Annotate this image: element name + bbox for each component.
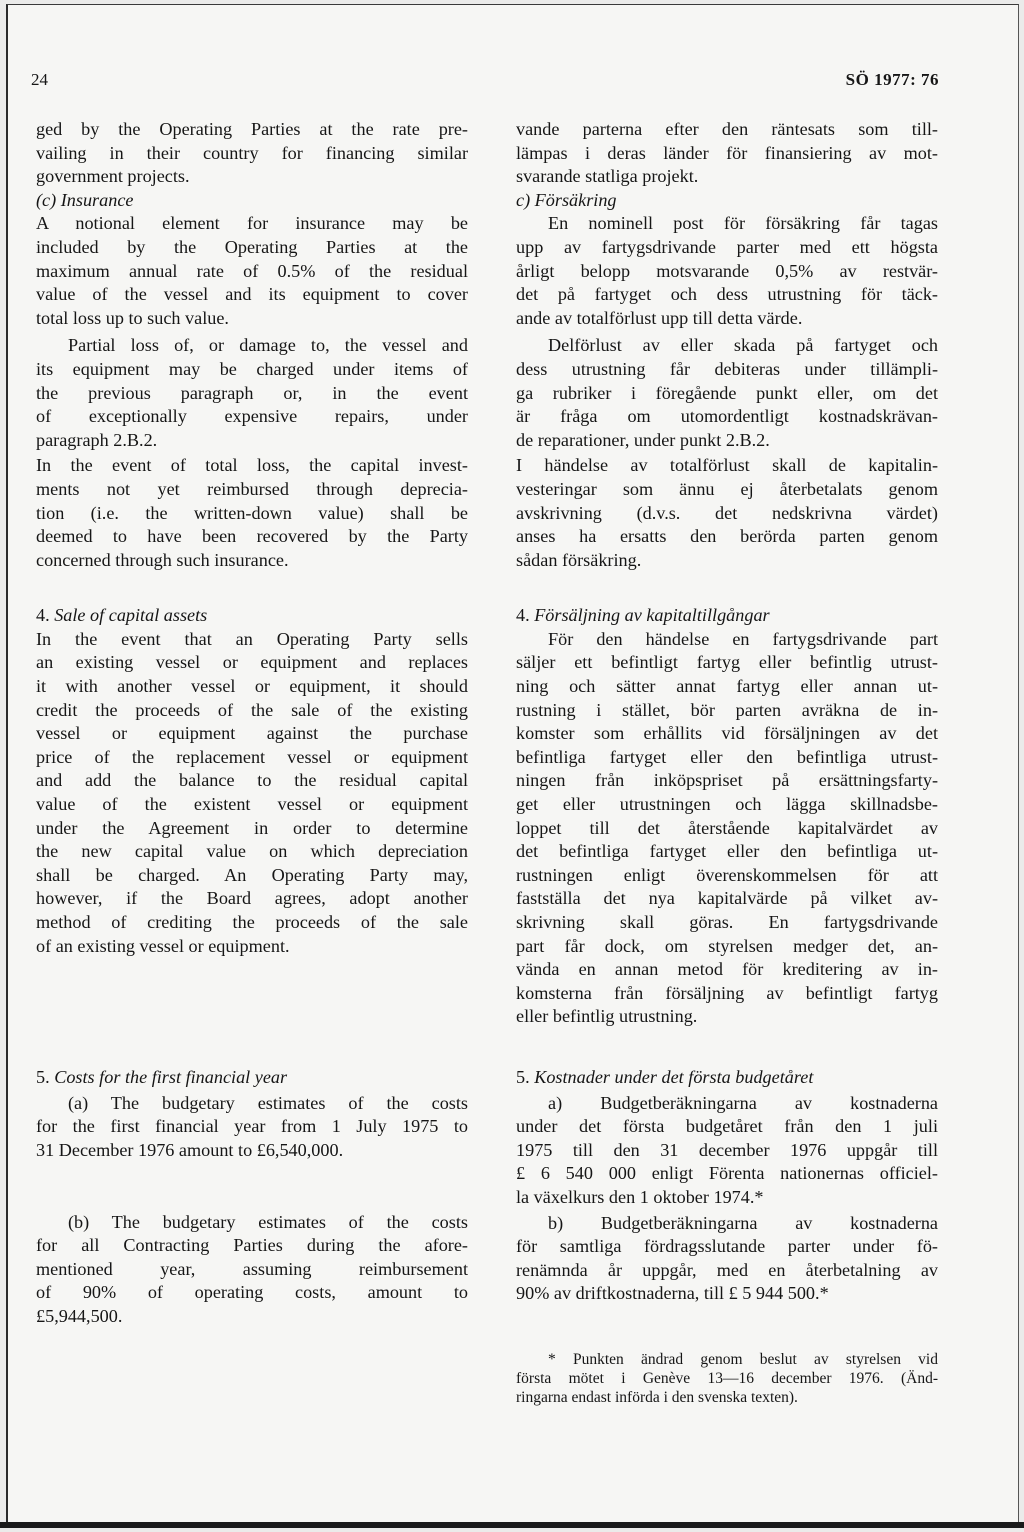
section-title: Kostnader under det första budgetåret xyxy=(534,1066,814,1087)
text-line: vända en annan metod för kreditering av in- xyxy=(516,959,938,980)
sale-paragraph xyxy=(36,628,468,958)
text-line: En nominell post för försäkring får tagas xyxy=(548,213,938,234)
text-line: deemed to have been recovered by the Party xyxy=(36,526,468,547)
text-line: första mötet i Genève 13—16 december 1976. (Änd- xyxy=(516,1369,938,1387)
text-line: concerned through such insurance. xyxy=(36,549,289,570)
text-line: (b) The budgetary estimates of the costs xyxy=(68,1211,468,1232)
text-line: for all Contracting Parties during the afore- xyxy=(36,1235,468,1256)
text-line: 90% av driftkostnaderna, till £ 5 944 500.* xyxy=(516,1283,829,1304)
text-line: under det första budgetåret från den 1 juli xyxy=(516,1116,938,1137)
text-line: government projects. xyxy=(36,166,190,187)
insurance-paragraph-3 xyxy=(36,454,468,572)
text-line: mentioned year, assuming reimbursement xyxy=(36,1258,468,1279)
costs-paragraph-b xyxy=(36,1211,468,1329)
text-line: of exceptionally expensive repairs, under xyxy=(36,406,468,427)
text-line: ringarna endast införda i den svenska texten). xyxy=(516,1388,798,1406)
text-line: skrivning skall göras. En fartygsdrivande xyxy=(516,912,938,932)
text-line: an existing vessel or equipment and replaces xyxy=(36,652,468,673)
text-line: get eller utrustningen och lägga skillnadsbe- xyxy=(516,794,938,815)
section-number: 5. xyxy=(36,1067,50,1088)
text-line: the previous paragraph or, in the event xyxy=(36,382,468,403)
text-line: ning och sätter annat fartyg eller annan ut- xyxy=(516,676,938,697)
text-line: upp av fartygsdrivande parter med ett högsta xyxy=(516,236,938,257)
insurance-heading: (c) Insurance xyxy=(36,189,134,210)
section-number: 4. xyxy=(36,605,50,626)
section-4-heading xyxy=(36,604,468,628)
bottom-rule xyxy=(0,1522,1024,1528)
text-line: säljer ett befintligt fartyg eller befintlig utrust- xyxy=(516,652,938,673)
text-line: method of crediting the proceeds of the sale xyxy=(36,912,468,932)
text-line: total loss up to such value. xyxy=(36,307,229,328)
section-title: Försäljning av kapitaltillgångar xyxy=(534,605,770,626)
section-4-heading xyxy=(516,604,938,628)
page-number: 24 xyxy=(31,70,48,89)
text-line: a) Budgetberäkningarna av kostnaderna xyxy=(548,1092,938,1113)
text-line: for the first financial year from 1 July 1975 to xyxy=(36,1116,468,1137)
text-line: svarande statliga projekt. xyxy=(516,166,699,187)
insurance-paragraph-1 xyxy=(36,212,468,330)
text-line: komsterna från försäljning av befintligt fartyg xyxy=(516,982,938,1003)
text-line: however, if the Board agrees, adopt another xyxy=(36,888,468,909)
insurance-heading-text: c) Försäkring xyxy=(516,189,617,210)
text-line: of an existing vessel or equipment. xyxy=(36,935,290,956)
text-line: Delförlust av eller skada på fartyget och xyxy=(548,335,938,356)
text-line: renämnda år uppgår, med en återbetalning av xyxy=(516,1259,938,1280)
text-line: ments not yet reimbursed through deprecia- xyxy=(36,478,468,499)
insurance-heading xyxy=(516,189,938,213)
text-line: är fråga om utomordentligt kostnadskrävan- xyxy=(516,406,938,427)
text-line: vesteringar som ännu ej återbetalats genom xyxy=(516,478,938,499)
text-line: de reparationer, under punkt 2.B.2. xyxy=(516,429,770,450)
section-number: 4. xyxy=(516,605,530,626)
text-line: Partial loss of, or damage to, the vessel and xyxy=(68,335,468,356)
text-line: and add the balance to the residual capital xyxy=(36,770,468,791)
costs-paragraph-b xyxy=(516,1212,938,1306)
text-line: la växelkurs den 1 oktober 1974.* xyxy=(516,1186,764,1207)
text-line: A notional element for insurance may be xyxy=(36,213,468,234)
sale-paragraph xyxy=(516,628,938,1029)
text-line: In the event of total loss, the capital invest- xyxy=(36,455,468,476)
text-line: of 90% of operating costs, amount to xyxy=(36,1282,468,1303)
text-line: b) Budgetberäkningarna av kostnaderna xyxy=(548,1212,938,1233)
text-line: vailing in their country for financing similar xyxy=(36,142,468,163)
text-line: 1975 till den 31 december 1976 uppgår till xyxy=(516,1139,938,1160)
text-line: 31 December 1976 amount to £6,540,000. xyxy=(36,1139,344,1160)
text-line: ga rubriker i föregående punkt eller, om det xyxy=(516,382,938,403)
text-line: vessel or equipment against the purchase xyxy=(36,723,468,744)
intro-paragraph xyxy=(516,118,938,189)
text-line: value of the vessel and its equipment to cover xyxy=(36,284,468,305)
english-column xyxy=(36,118,468,1329)
intro-paragraph xyxy=(36,118,468,189)
text-line: rustningen enligt överenskommelsen för att xyxy=(516,864,938,885)
text-line: komster som erhållits vid försäljningen av det xyxy=(516,723,938,744)
costs-paragraph-a xyxy=(516,1092,938,1210)
costs-paragraph-a xyxy=(36,1092,468,1163)
text-line: årligt belopp motsvarande 0,5% av restvär- xyxy=(516,260,938,281)
text-line: det befintliga fartyget eller den befintliga ut- xyxy=(516,841,938,862)
footnote xyxy=(516,1350,938,1407)
text-line: under the Agreement in order to determine xyxy=(36,817,468,838)
text-line: £ 6 540 000 enligt Förenta nationernas officiel- xyxy=(516,1163,938,1184)
insurance-paragraph-1 xyxy=(516,212,938,330)
text-line: sådan försäkring. xyxy=(516,549,642,570)
text-line: (a) The budgetary estimates of the costs xyxy=(68,1092,468,1113)
swedish-column xyxy=(516,118,938,1407)
text-line: the new capital value on which depreciation xyxy=(36,841,468,862)
text-line: paragraph 2.B.2. xyxy=(36,429,158,450)
section-title: Costs for the first financial year xyxy=(54,1067,288,1088)
text-line: tion (i.e. the written-down value) shall be xyxy=(36,502,468,523)
text-line: avskrivning (d.v.s. det nedskrivna värdet) xyxy=(516,502,938,523)
text-line: included by the Operating Parties at the xyxy=(36,236,468,257)
insurance-paragraph-2 xyxy=(36,334,468,452)
section-5-heading xyxy=(36,1066,468,1090)
text-line: its equipment may be charged under items of xyxy=(36,358,468,379)
text-line: ningen från inköpspriset på ersättningsfarty- xyxy=(516,770,938,791)
section-title: Sale of capital assets xyxy=(54,605,208,626)
text-line: * Punkten ändrad genom beslut av styrelsen vid xyxy=(548,1350,938,1368)
text-line: ande av totalförlust upp till detta värde. xyxy=(516,307,803,328)
text-line: loppet till det återstående kapitalvärdet av xyxy=(516,817,938,838)
document-reference: SÖ 1977: 76 xyxy=(845,70,939,89)
text-line: credit the proceeds of the sale of the existing xyxy=(36,699,468,720)
text-line: dess utrustning får debiteras under tillämpli- xyxy=(516,358,938,379)
text-line: För den händelse en fartygsdrivande part xyxy=(548,628,938,649)
text-line: part får dock, om styrelsen medger det, an- xyxy=(516,935,938,956)
text-line: ged by the Operating Parties at the rate pre- xyxy=(36,119,468,139)
section-5-heading xyxy=(516,1066,938,1090)
text-line: shall be charged. An Operating Party may, xyxy=(36,864,468,885)
text-line: rustning i stället, bör parten avräkna de in- xyxy=(516,699,938,720)
text-line: lämpas i deras länder för finansiering av mot- xyxy=(516,142,938,163)
text-line: maximum annual rate of 0.5% of the residual xyxy=(36,260,468,281)
text-line: eller befintlig utrustning. xyxy=(516,1006,698,1027)
text-line: In the event that an Operating Party sells xyxy=(36,628,468,649)
section-number: 5. xyxy=(516,1066,530,1087)
text-line: £5,944,500. xyxy=(36,1305,123,1326)
text-line: för samtliga fördragsslutande parter under fö- xyxy=(516,1236,938,1257)
text-line: vande parterna efter den räntesats som till- xyxy=(516,119,938,139)
text-line: det på fartyget och dess utrustning för täck- xyxy=(516,284,938,305)
text-line: befintliga fartyget eller den befintliga utrust- xyxy=(516,746,938,767)
insurance-paragraph-2 xyxy=(516,334,938,452)
text-line: value of the existent vessel or equipment xyxy=(36,794,468,815)
text-line: fastställa det nya kapitalvärde på vilket av- xyxy=(516,888,938,909)
insurance-paragraph-3 xyxy=(516,454,938,572)
text-line: it with another vessel or equipment, it should xyxy=(36,676,468,697)
text-line: I händelse av totalförlust skall de kapitalin- xyxy=(516,455,938,476)
text-line: price of the replacement vessel or equipment xyxy=(36,746,468,767)
text-line: anses ha ersatts den berörda parten genom xyxy=(516,526,938,547)
